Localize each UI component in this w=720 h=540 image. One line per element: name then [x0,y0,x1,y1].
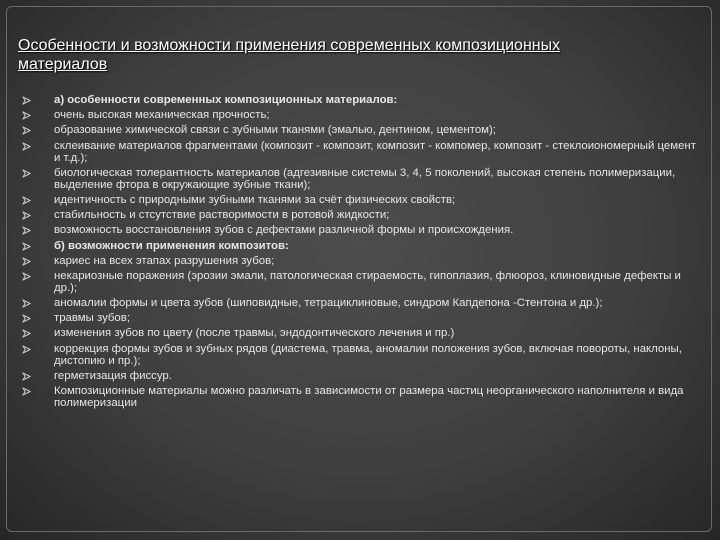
list-item [22,385,704,409]
list-item [22,109,704,121]
arrow-bullet-icon [22,272,31,281]
arrow-bullet-icon [22,299,31,308]
list-item-text: некариозные поражения (эрозии эмали, патологическая стираемость, гипоплазия, флюороз, клиновидные дефекты и др.); [54,269,681,294]
list-item [22,240,704,252]
list-item [22,94,704,106]
arrow-bullet-icon [22,329,31,338]
arrow-bullet-icon [22,257,31,266]
list-item [22,270,704,294]
arrow-bullet-icon [22,196,31,205]
list-item-text: коррекция формы зубов и зубных рядов (диастема, травма, аномалии положения зубов, включая повороты, наклоны, дистопию и пр.); [54,342,682,367]
list-item [22,297,704,309]
bullet-list [22,94,704,412]
list-item [22,224,704,236]
list-item-text: идентичность с природными зубными тканями за счёт физических свойств; [54,193,456,206]
list-item [22,124,704,136]
list-item-text: герметизация фиссур. [54,369,172,382]
list-item [22,255,704,267]
arrow-bullet-icon [22,345,31,354]
list-item-text: стабильность и стсутствие растворимости в ротовой жидкости; [54,209,390,222]
arrow-bullet-icon [22,242,31,251]
arrow-bullet-icon [22,211,31,220]
list-item-text: возможность восстановления зубов с дефектами различной формы и происхождения. [54,224,514,237]
list-item [22,370,704,382]
arrow-bullet-icon [22,387,31,396]
list-item-text: изменения зубов по цвету (после травмы, эндодонтического лечения и пр.) [54,327,455,340]
list-item-text: Композиционные материалы можно различать в зависимости от размера частиц неорганического наполнителя и вида полимеризации [54,385,684,409]
list-item-text: б) возможности применения композитов: [54,239,289,252]
arrow-bullet-icon [22,169,31,178]
list-item [22,140,704,164]
list-item-text: биологическая толерантность материалов (адгезивные системы 3, 4, 5 поколений, высокая степень полимеризации, выделение фтора в окружающие зубные ткани); [54,166,676,191]
list-item [22,327,704,339]
list-item [22,167,704,191]
list-item [22,312,704,324]
arrow-bullet-icon [22,111,31,120]
list-item [22,194,704,206]
list-item-text: образование химической связи с зубными тканями (эмалью, дентином, цементом); [54,124,496,137]
list-item-text: а) особенности современных композиционных материалов: [54,94,398,106]
arrow-bullet-icon [22,372,31,381]
list-item-text: очень высокая механическая прочность; [54,109,270,122]
list-item [22,209,704,221]
list-item-text: склеивание материалов фрагментами (композит - композит, композит - компомер, композит - стеклоиономерный цемент и т.д.); [54,139,696,164]
list-item-text: аномалии формы и цвета зубов (шиповидные, тетрациклиновые, синдром Капдепона -Стентона и др.); [54,297,603,310]
slide-title: Особенности и возможности применения современных композиционных материалов [18,37,561,73]
arrow-bullet-icon [22,314,31,323]
arrow-bullet-icon [22,226,31,235]
arrow-bullet-icon [22,142,31,151]
arrow-bullet-icon [22,126,31,135]
list-item-text: кариес на всех этапах разрушения зубов; [54,254,275,267]
list-item-text: травмы зубов; [54,312,130,325]
list-item [22,343,704,367]
arrow-bullet-icon [22,96,31,105]
